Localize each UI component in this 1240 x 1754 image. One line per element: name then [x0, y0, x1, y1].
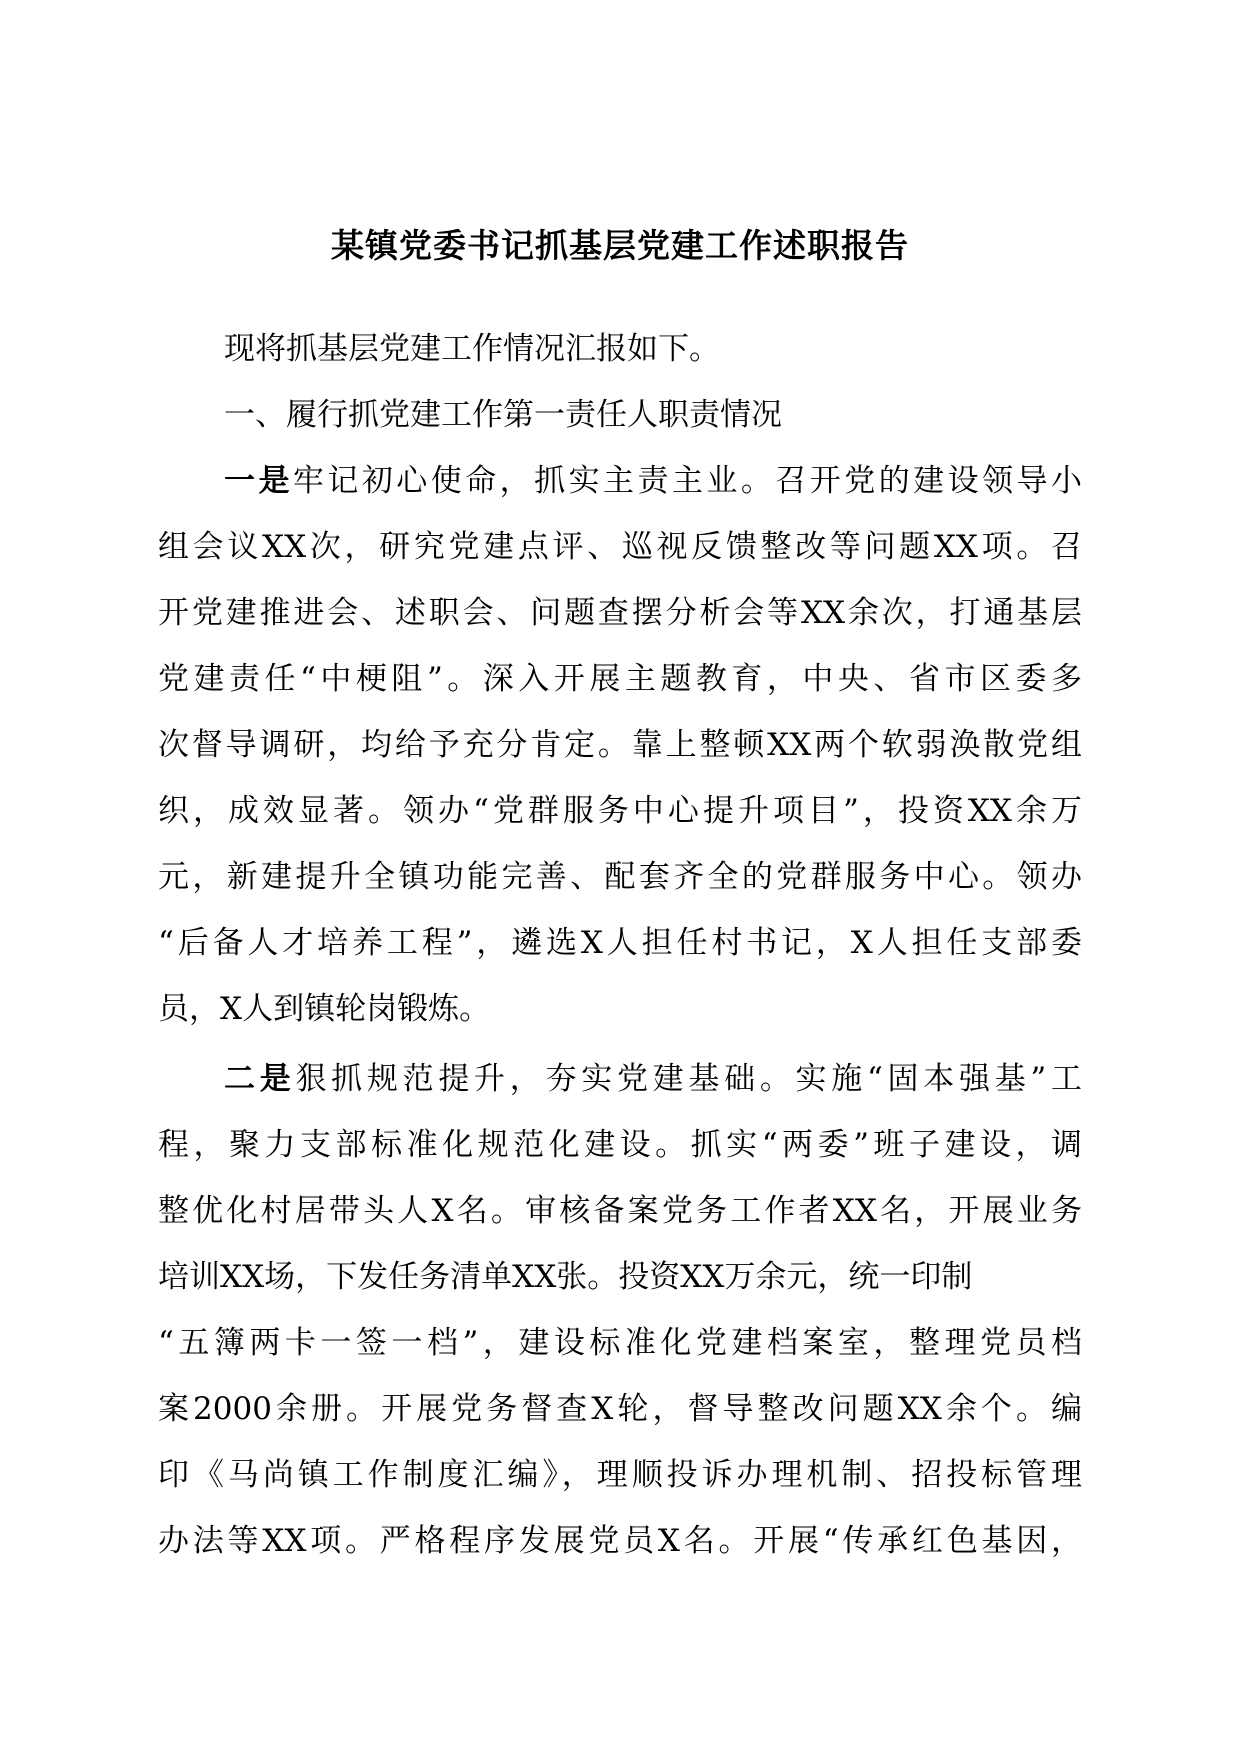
paragraph-line: 织，成效显著。领办“党群服务中心提升项目”，投资XX余万 — [158, 793, 1082, 829]
paragraph-line: 次督导调研，均给予充分肯定。靠上整顿XX两个软弱涣散党组 — [158, 727, 1082, 763]
paragraph-line: 程，聚力支部标准化规范化建设。抓实“两委”班子建设，调 — [158, 1127, 1082, 1163]
section-heading: 一、履行抓党建工作第一责任人职责情况 — [224, 397, 782, 433]
paragraph-line: 党建责任“中梗阻”。深入开展主题教育，中央、省市区委多 — [158, 661, 1082, 697]
paragraph-line: “五簿两卡一签一档”，建设标准化党建档案室，整理党员档 — [158, 1325, 1082, 1361]
paragraph-line: “后备人才培养工程”，遴选X人担任村书记，X人担任支部委 — [158, 925, 1082, 961]
paragraph-line: 组会议XX次，研究党建点评、巡视反馈整改等问题XX项。召 — [158, 529, 1082, 565]
paragraph-line: 员，X人到镇轮岗锻炼。 — [158, 991, 491, 1027]
paragraph-line: 整优化村居带头人X名。审核备案党务工作者XX名，开展业务 — [158, 1193, 1082, 1229]
intro-paragraph: 现将抓基层党建工作情况汇报如下。 — [224, 331, 720, 367]
document-title: 某镇党委书记抓基层党建工作述职报告 — [331, 226, 909, 265]
paragraph-line: 办法等XX项。严格程序发展党员X名。开展“传承红色基因， — [158, 1523, 1082, 1559]
paragraph-line: 案2000余册。开展党务督查X轮，督导整改问题XX余个。编 — [158, 1391, 1082, 1427]
paragraph-lead: 二是 — [224, 1061, 296, 1097]
paragraph-lead: 一是 — [224, 463, 293, 499]
paragraph-line: 二是狠抓规范提升，夯实党建基础。实施“固本强基”工 — [224, 1061, 1083, 1097]
paragraph-1 — [158, 448, 1082, 1042]
paragraph-line: 培训XX场，下发任务清单XX张。投资XX万余元，统一印制 — [158, 1259, 973, 1295]
paragraph-line: 印《马尚镇工作制度汇编》，理顺投诉办理机制、招投标管理 — [158, 1457, 1082, 1493]
paragraph-line: 元，新建提升全镇功能完善、配套齐全的党群服务中心。领办 — [158, 859, 1082, 895]
document-body — [158, 316, 1082, 1574]
paragraph-line: 一是牢记初心使命，抓实主责主业。召开党的建设领导小 — [224, 463, 1083, 499]
paragraph-line: 开党建推进会、述职会、问题查摆分析会等XX余次，打通基层 — [158, 595, 1082, 631]
paragraph-2 — [158, 1046, 1082, 1574]
